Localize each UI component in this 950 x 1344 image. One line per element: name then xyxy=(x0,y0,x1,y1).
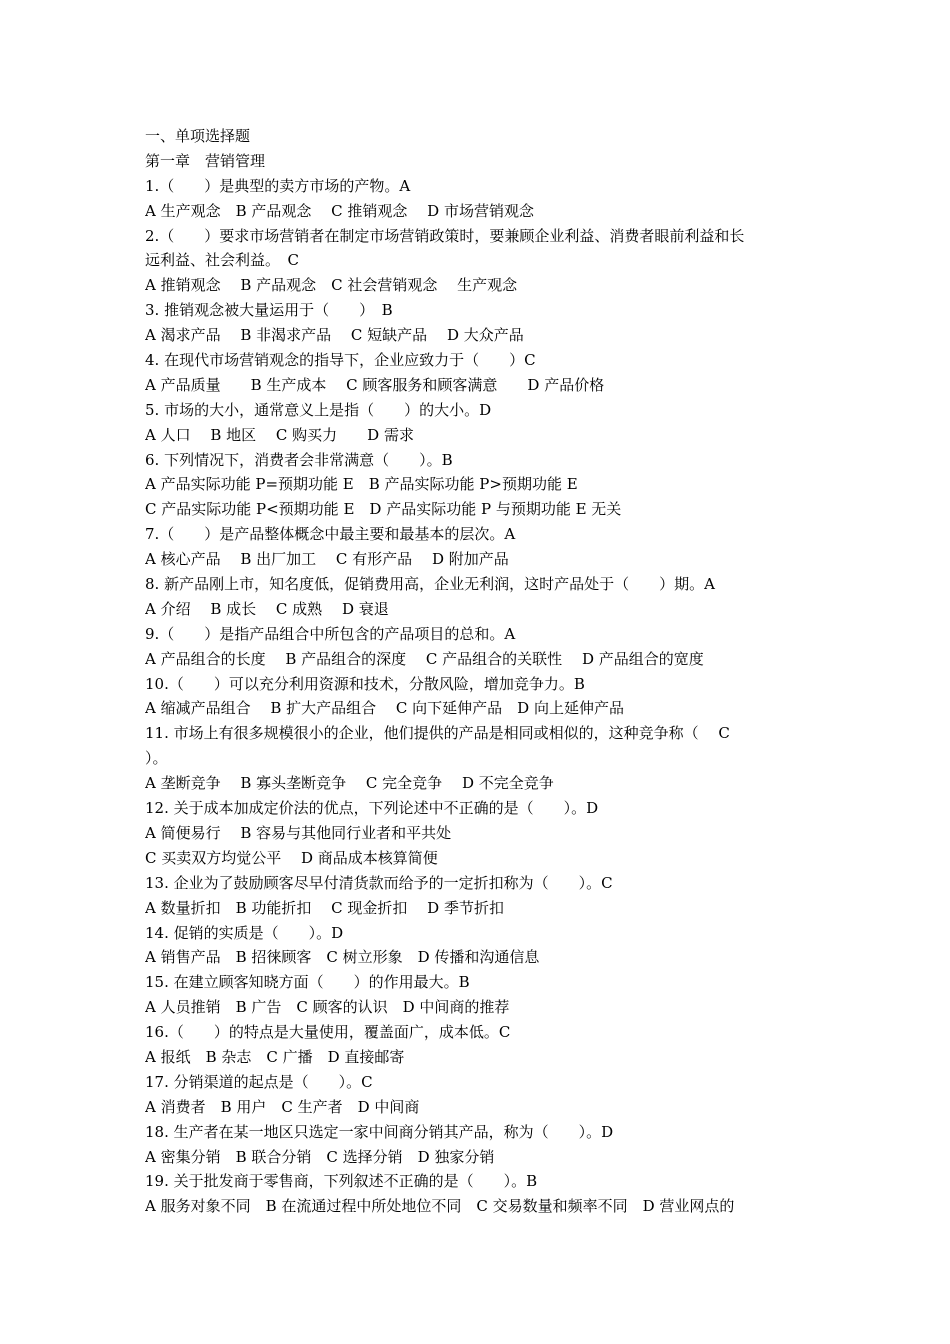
question-19-options: A 服务对象不同 B 在流通过程中所处地位不同 C 交易数量和频率不同 D 营业网点的 xyxy=(145,1197,735,1216)
question-4: 4. 在现代市场营销观念的指导下，企业应致力于（ ）C xyxy=(145,351,536,370)
question-19: 19. 关于批发商于零售商，下列叙述不正确的是（ ）。B xyxy=(145,1172,538,1191)
question-2: 2.（ ）要求市场营销者在制定市场营销政策时，要兼顾企业利益、消费者眼前利益和长 xyxy=(145,226,745,245)
question-6: 6. 下列情况下，消费者会非常满意（ ）。B xyxy=(145,450,453,469)
question-11-continued: ）。 xyxy=(145,749,168,768)
question-5-options: A 人口 B 地区 C 购买力 D 需求 xyxy=(145,425,414,444)
question-10: 10.（ ）可以充分利用资源和技术，分散风险，增加竞争力。B xyxy=(145,674,585,693)
question-16-options: A 报纸 B 杂志 C 广播 D 直接邮寄 xyxy=(145,1047,405,1066)
question-2-options: A 推销观念 B 产品观念 C 社会营销观念 生产观念 xyxy=(145,276,518,295)
question-12-options-ab: A 简便易行 B 容易与其他同行业者和平共处 xyxy=(145,823,452,842)
question-2-continued: 远利益、社会利益。 C xyxy=(145,251,299,270)
document-page xyxy=(145,124,815,1219)
question-6-options-cd: C 产品实际功能 P<预期功能 E D 产品实际功能 P 与预期功能 E 无关 xyxy=(145,500,622,519)
question-1-options: A 生产观念 B 产品观念 C 推销观念 D 市场营销观念 xyxy=(145,201,534,220)
question-11-options: A 垄断竞争 B 寡头垄断竞争 C 完全竞争 D 不完全竞争 xyxy=(145,774,554,793)
question-15-options: A 人员推销 B 广告 C 顾客的认识 D 中间商的推荐 xyxy=(145,998,510,1017)
question-6-options-ab: A 产品实际功能 P=预期功能 E B 产品实际功能 P>预期功能 E xyxy=(145,475,578,494)
question-13: 13. 企业为了鼓励顾客尽早付清货款而给予的一定折扣称为（ ）。C xyxy=(145,873,613,892)
question-4-options: A 产品质量 B 生产成本 C 顾客服务和顾客满意 D 产品价格 xyxy=(145,375,605,394)
question-14-options: A 销售产品 B 招徕顾客 C 树立形象 D 传播和沟通信息 xyxy=(145,948,540,967)
question-10-options: A 缩减产品组合 B 扩大产品组合 C 向下延伸产品 D 向上延伸产品 xyxy=(145,699,624,718)
question-9-options: A 产品组合的长度 B 产品组合的深度 C 产品组合的关联性 D 产品组合的宽度 xyxy=(145,649,704,668)
question-8: 8. 新产品刚上市，知名度低，促销费用高，企业无利润，这时产品处于（ ）期。A xyxy=(145,575,715,594)
question-8-options: A 介绍 B 成长 C 成熟 D 衰退 xyxy=(145,599,389,618)
question-3: 3. 推销观念被大量运用于（ ） B xyxy=(145,301,393,320)
question-17-options: A 消费者 B 用户 C 生产者 D 中间商 xyxy=(145,1097,420,1116)
question-7-options: A 核心产品 B 出厂加工 C 有形产品 D 附加产品 xyxy=(145,550,509,569)
question-11: 11. 市场上有很多规模很小的企业，他们提供的产品是相同或相似的，这种竞争称（ C xyxy=(145,724,730,743)
question-18-options: A 密集分销 B 联合分销 C 选择分销 D 独家分销 xyxy=(145,1147,495,1166)
question-18: 18. 生产者在某一地区只选定一家中间商分销其产品，称为（ ）。D xyxy=(145,1122,614,1141)
question-12-options-cd: C 买卖双方均觉公平 D 商品成本核算简便 xyxy=(145,848,438,867)
question-3-options: A 渴求产品 B 非渴求产品 C 短缺产品 D 大众产品 xyxy=(145,326,524,345)
question-16: 16.（ ）的特点是大量使用，覆盖面广，成本低。C xyxy=(145,1023,511,1042)
question-12: 12. 关于成本加成定价法的优点，下列论述中不正确的是（ ）。D xyxy=(145,799,599,818)
question-13-options: A 数量折扣 B 功能折扣 C 现金折扣 D 季节折扣 xyxy=(145,898,504,917)
question-7: 7.（ ）是产品整体概念中最主要和最基本的层次。A xyxy=(145,525,516,544)
question-5: 5. 市场的大小，通常意义上是指（ ）的大小。D xyxy=(145,400,492,419)
question-1: 1.（ ）是典型的卖方市场的产物。A xyxy=(145,176,411,195)
question-17: 17. 分销渠道的起点是（ ）。C xyxy=(145,1072,373,1091)
chapter-heading: 第一章 营销管理 xyxy=(145,151,266,170)
question-14: 14. 促销的实质是（ ）。D xyxy=(145,923,344,942)
question-15: 15. 在建立顾客知晓方面（ ）的作用最大。B xyxy=(145,973,470,992)
question-9: 9.（ ）是指产品组合中所包含的产品项目的总和。A xyxy=(145,624,516,643)
section-heading: 一、单项选择题 xyxy=(145,127,251,145)
